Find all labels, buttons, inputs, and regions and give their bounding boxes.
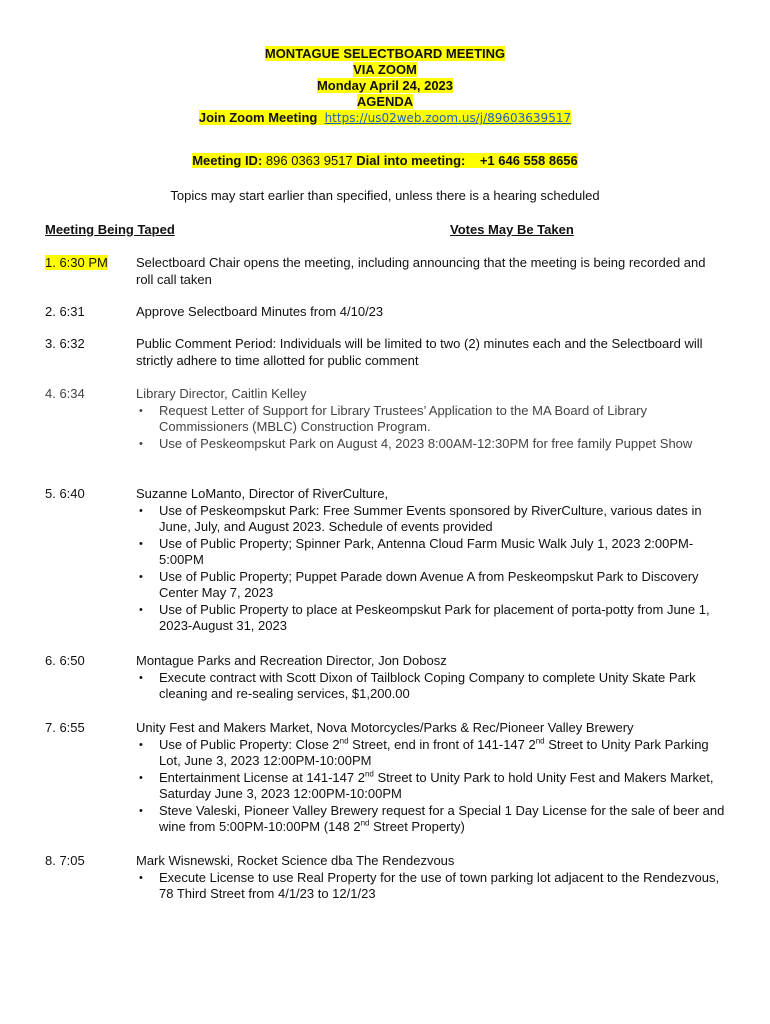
agenda-item-8 xyxy=(45,853,725,903)
agenda-item-1 xyxy=(45,255,725,288)
meeting-id-row xyxy=(0,153,770,168)
item-bullets xyxy=(136,737,725,836)
list-item: • Execute contract with Scott Dixon of Tailblock Coping Company to complete Unity Skate Park cleaning and re-sealing services, $1,200.00 xyxy=(159,670,725,703)
dial-label: Dial into meeting: xyxy=(356,153,466,168)
meeting-title: MONTAGUE SELECTBOARD MEETING xyxy=(264,46,506,61)
agenda-header xyxy=(0,46,770,126)
meeting-taped-heading: Meeting Being Taped xyxy=(45,222,175,237)
dial-number: +1 646 558 8656 xyxy=(479,153,578,168)
item-number: 4. 6:34 xyxy=(45,386,85,401)
agenda-item-2 xyxy=(45,304,725,321)
item-bullets xyxy=(136,670,725,703)
item-title: Montague Parks and Recreation Director, Jon Dobosz xyxy=(136,653,447,668)
agenda-item-3 xyxy=(45,336,725,369)
item-title: Suzanne LoManto, Director of RiverCulture, xyxy=(136,486,389,501)
list-item: • Use of Public Property; Puppet Parade down Avenue A from Peskeompskut Park to Discovery Center May 7, 2023 xyxy=(159,569,725,602)
agenda-item-7 xyxy=(45,720,725,836)
item-number: 5. 6:40 xyxy=(45,486,85,501)
list-item: • Execute License to use Real Property for the use of town parking lot adjacent to the Rendezvous, 78 Third Street from 4/1/23 to 12/1/23 xyxy=(159,870,725,903)
meeting-id: 896 0363 9517 xyxy=(265,153,353,168)
list-item: • Use of Public Property; Spinner Park, Antenna Cloud Farm Music Walk July 1, 2023 2:00PM-5:00PM xyxy=(159,536,725,569)
agenda-item-4 xyxy=(45,386,725,452)
list-item: • Use of Public Property: Close 2nd Street, end in front of 141-147 2nd Street to Unity Park Parking Lot, June 3, 2023 12:00PM-10:00PM xyxy=(159,737,725,770)
item-title: Unity Fest and Makers Market, Nova Motorcycles/Parks & Rec/Pioneer Valley Brewery xyxy=(136,720,634,735)
agenda-item-6 xyxy=(45,653,725,703)
list-item: • Steve Valeski, Pioneer Valley Brewery request for a Special 1 Day License for the sale of beer and wine from 5:00PM-10:00PM (148 2nd Street Property) xyxy=(159,803,725,836)
item-number: 7. 6:55 xyxy=(45,720,85,735)
meeting-date: Monday April 24, 2023 xyxy=(316,78,454,93)
meeting-via: VIA ZOOM xyxy=(353,62,417,77)
item-title: Public Comment Period: Individuals will be limited to two (2) minutes each and the Selectboard will strictly adhere to time allotted for public comment xyxy=(136,336,703,368)
item-number: 2. 6:31 xyxy=(45,304,85,319)
item-title: Approve Selectboard Minutes from 4/10/23 xyxy=(136,304,384,319)
votes-taken-heading: Votes May Be Taken xyxy=(450,222,574,237)
item-title: Selectboard Chair opens the meeting, including announcing that the meeting is being recorded and roll call taken xyxy=(136,255,706,287)
agenda-item-5 xyxy=(45,486,725,635)
list-item: • Use of Public Property to place at Peskeompskut Park for placement of porta-potty from June 1, 2023-August 31, 2023 xyxy=(159,602,725,635)
agenda-heading: AGENDA xyxy=(356,94,414,109)
item-number: 1. 6:30 PM xyxy=(45,255,108,270)
list-item: • Use of Peskeompskut Park on August 4, 2023 8:00AM-12:30PM for free family Puppet Show xyxy=(159,436,725,453)
item-title: Library Director, Caitlin Kelley xyxy=(136,386,307,401)
topics-note: Topics may start earlier than specified, unless there is a hearing scheduled xyxy=(170,188,600,203)
item-bullets xyxy=(136,403,725,453)
list-item: • Use of Peskeompskut Park: Free Summer Events sponsored by RiverCulture, various dates in June, July, and August 2023. Schedule of events provided xyxy=(159,503,725,536)
list-item: • Request Letter of Support for Library Trustees’ Application to the MA Board of Library Commissioners (MBLC) Construction Program. xyxy=(159,403,725,436)
join-zoom-label: Join Zoom Meeting xyxy=(198,110,318,125)
item-bullets xyxy=(136,870,725,903)
list-item: • Entertainment License at 141-147 2nd Street to Unity Park to hold Unity Fest and Makers Market, Saturday June 3, 2023 12:00PM-10:00PM xyxy=(159,770,725,803)
item-number: 3. 6:32 xyxy=(45,336,85,351)
zoom-link[interactable]: https://us02web.zoom.us/j/89603639517 xyxy=(324,111,572,125)
item-number: 6. 6:50 xyxy=(45,653,85,668)
item-title: Mark Wisnewski, Rocket Science dba The Rendezvous xyxy=(136,853,455,868)
meeting-id-label: Meeting ID: xyxy=(192,153,263,168)
item-number: 8. 7:05 xyxy=(45,853,85,868)
item-bullets xyxy=(136,503,725,635)
